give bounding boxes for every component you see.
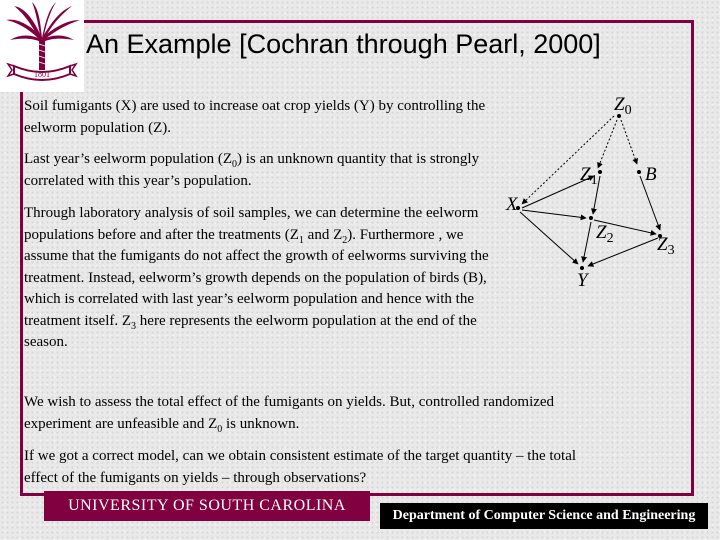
causal-diagram	[500, 92, 700, 292]
palmetto-tree-icon	[0, 0, 84, 92]
paragraph-assess-effect: We wish to assess the total effect of the fumigants on yields. But, controlled randomized experiment are unfeasible and $Z_0$ is unknown.	[24, 394, 555, 435]
paragraph-question: If we got a correct model, can we obtain consistent estimate of the target quantity – the total effect of the fumigants on yields – through observations?	[24, 448, 577, 486]
node-b	[637, 170, 641, 174]
label-z3: $Z_3$	[657, 234, 675, 258]
paragraph-last-year: Last year’s eelworm population $(Z_0)$ is an unknown quantity that is strongly correlated with this year’s population.	[24, 151, 480, 189]
footer-university: UNIVERSITY OF SOUTH CAROLINA	[44, 491, 370, 521]
edge-z0-z1	[598, 120, 617, 168]
university-logo	[0, 0, 84, 92]
label-z0: $Z_0$	[614, 94, 632, 118]
edge-z0-x	[522, 116, 614, 204]
edge-z2-y	[583, 222, 591, 262]
paragraph-laboratory-analysis: Through laboratory analysis of soil samples, we can determine the eelworm populations before and after the treatments ($Z_1$ and $Z_2$). Furthermore , we assume that the fumigants do not affect the growth of eelworms surviving the treatment. Instead, eelworm’s growth depends on the population of birds (B), which is correlated with last year’s eelworm population and hence with the treatment itself. $Z_3$ here represents the eelworm population at the end of the season.	[24, 205, 489, 350]
label-b: B	[645, 164, 657, 185]
slide-title: An Example [Cochran through Pearl, 2000]	[86, 29, 601, 59]
edge-x-z2	[522, 210, 586, 218]
node-z1	[598, 170, 602, 174]
paragraph-fumigants: Soil fumigants (X) are used to increase oat crop yields (Y) by controlling the eelworm population (Z).	[24, 98, 486, 136]
label-y: Y	[577, 270, 588, 291]
node-z2	[589, 216, 593, 220]
logo-year: 1801	[34, 70, 50, 79]
footer-department: Department of Computer Science and Engineering	[380, 503, 708, 529]
edge-x-y	[520, 212, 578, 264]
label-z2: $Z_2$	[596, 222, 614, 246]
label-x: X	[506, 194, 518, 215]
label-z1: $Z_1$	[580, 164, 598, 188]
edge-z0-b	[621, 120, 637, 164]
